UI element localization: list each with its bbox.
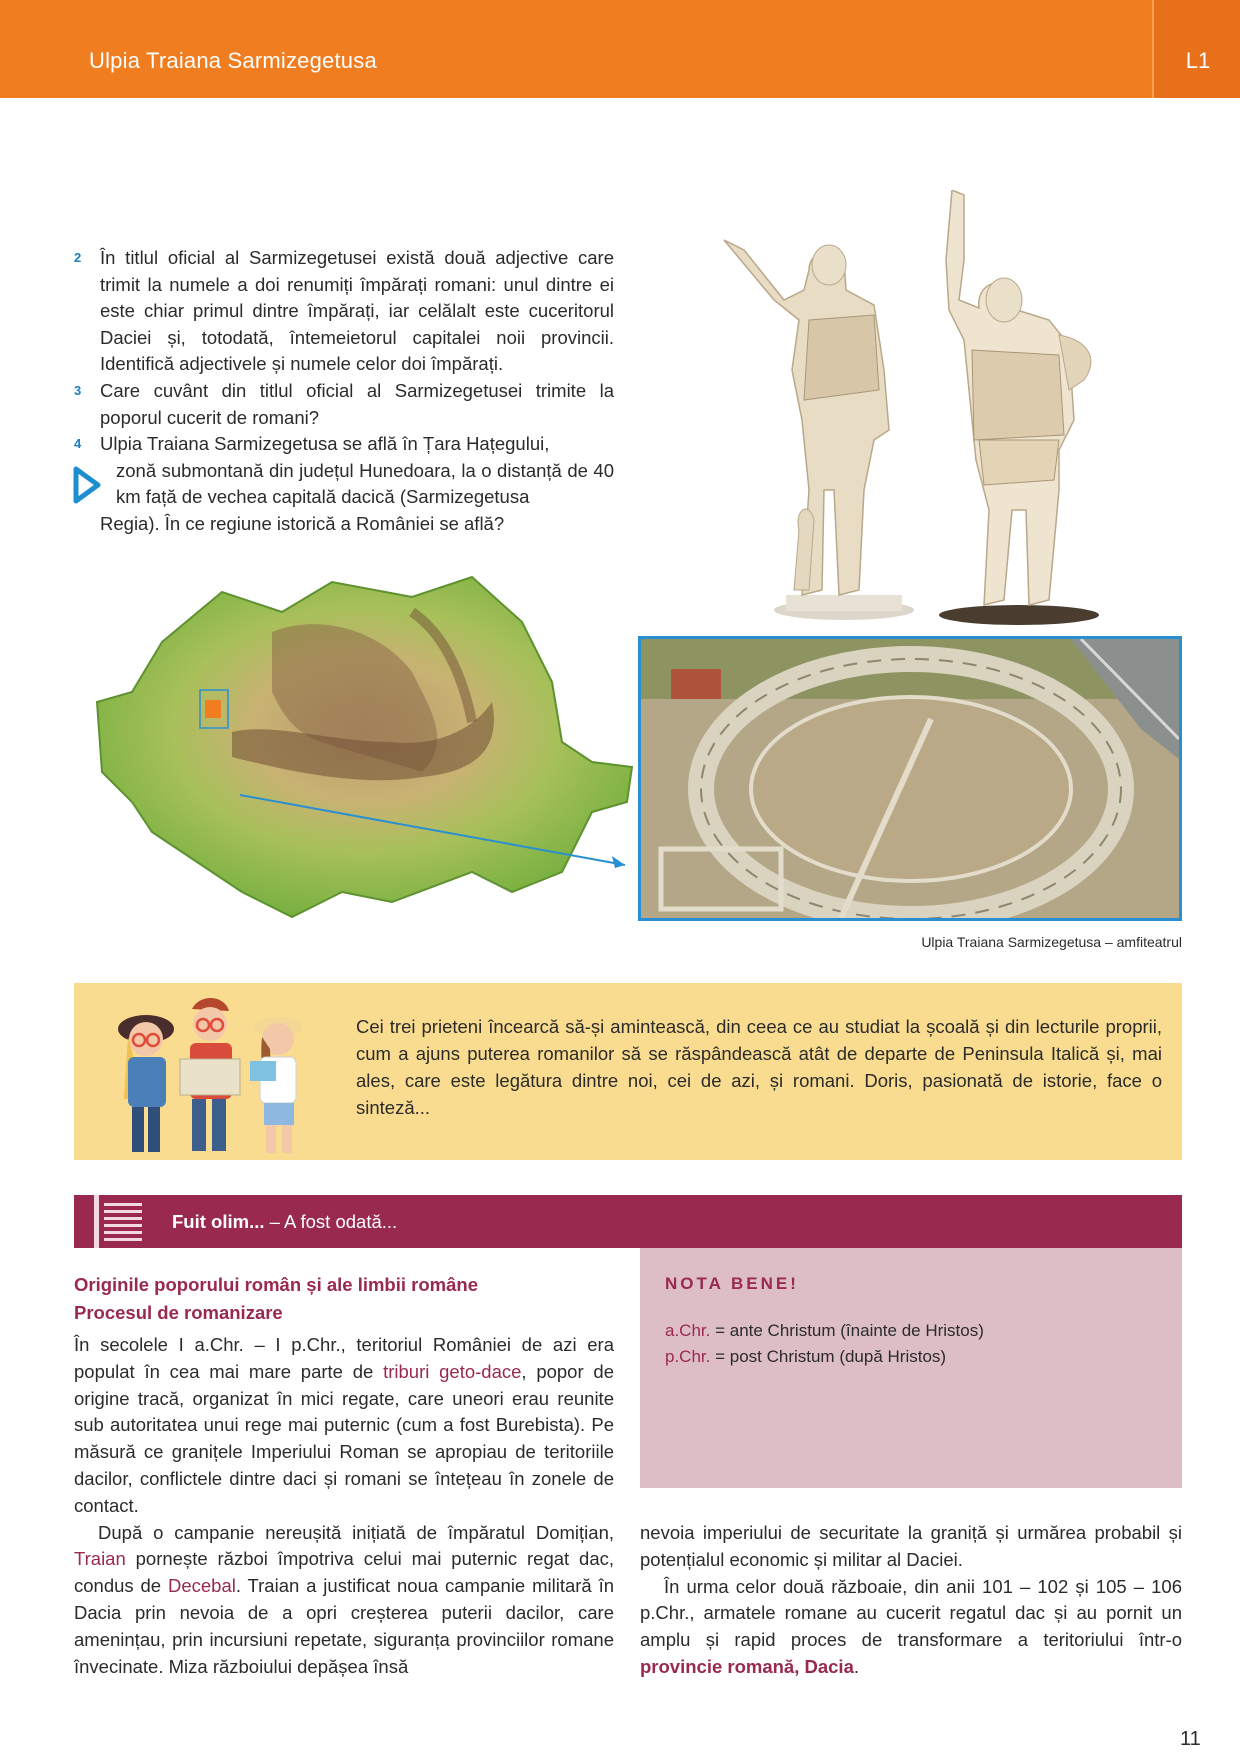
pointer-arrow — [240, 790, 640, 870]
article-subheading: Procesul de romanizare — [74, 1302, 283, 1323]
question-text-indented: zonă submontană din județul Hunedoara, la o distanță de 40 km față de vechea capitală dacică (Sarmizegetusa — [116, 459, 614, 507]
question-4 — [74, 431, 614, 537]
section-title-rest: – A fost odată... — [264, 1211, 398, 1232]
lesson-label: L1 — [1185, 48, 1211, 73]
amphitheatre-illustration — [641, 639, 1179, 918]
image-caption: Ulpia Traiana Sarmizegetusa – amfiteatrul — [921, 934, 1182, 950]
article-right-column — [640, 1520, 1182, 1681]
question-text: Care cuvânt din titlul oficial al Sarmizegetusei trimite la poporul cucerit de romani? — [100, 380, 614, 428]
nota-bene-heading: NOTA BENE! — [665, 1274, 799, 1293]
romania-relief-map — [92, 572, 634, 942]
question-2 — [74, 245, 614, 378]
text: În urma celor două războaie, din anii 101 – 102 și 105 – 106 p.Chr., armatele romane au cucerit regatul dac și au pornit un amplu și rapid proces de transformare a teritoriului într-o — [640, 1575, 1182, 1651]
lesson-tab — [1152, 0, 1240, 98]
header-title: Ulpia Traiana Sarmizegetusa — [89, 48, 377, 73]
paragraph-1 — [74, 1332, 614, 1520]
section-bar — [74, 1195, 1182, 1248]
amphitheatre-photo — [638, 636, 1182, 921]
text: . — [853, 1655, 860, 1677]
paragraph-4 — [640, 1574, 1182, 1681]
three-friends-illustration — [94, 989, 334, 1159]
text: După o campanie nereușită inițiată de împăratul Domițian, — [98, 1521, 614, 1543]
question-3 — [74, 378, 614, 431]
definition: = ante Christum (înainte de Hristos) — [710, 1321, 984, 1340]
keyword-decebal: Decebal — [167, 1575, 236, 1597]
page-number: 11 — [1180, 1728, 1201, 1750]
abbr: a.Chr. — [665, 1321, 711, 1340]
text: , popor de origine tracă, organizat în mici regate, care uneori erau reunite sub autoritatea unui rege mai puternic (cum a fost Burebista). Pe măsură ce granițele Imperiului Roman se apropiau de teritoriile dacilor, conflictele dintre daci și romani se întețeau în zonele de contact. — [74, 1360, 614, 1516]
text: În secolele I a.Chr. – I p.Chr., teritoriul României de azi era populat în cea mai mare parte de — [74, 1334, 614, 1382]
article-heading: Originile poporului român și ale limbii române — [74, 1274, 478, 1295]
page-header — [0, 0, 1240, 98]
friends-intro-text: Cei trei prieteni încearcă să-și amintească, din ceea ce au studiat la școală și din lecturile proprii, cum a ajuns puterea romanilor să se răspândească atât de departe de Peninsula Italică și, mai ales, care este legătura dintre noi, cei de azi, și romani. Doris, pasionată de istorie, face o sinteză... — [356, 1016, 1162, 1118]
friends-intro-box — [74, 983, 1182, 1160]
section-title — [172, 1211, 397, 1233]
definition: = post Christum (după Hristos) — [710, 1347, 947, 1366]
statues-image — [714, 190, 1114, 630]
question-number: 4 — [74, 436, 82, 451]
paragraph-3: nevoia imperiului de securitate la graniță și urmărea probabil și potențialul economic și militar al Daciei. — [640, 1522, 1182, 1570]
article-left-column — [74, 1332, 614, 1680]
keyword-triburi: triburi geto-dace — [383, 1360, 522, 1382]
question-text: Ulpia Traiana Sarmizegetusa se află în Țara Hațegului, — [100, 433, 550, 454]
keyword-provincie: provincie romană, Dacia — [640, 1655, 854, 1677]
question-number: 3 — [74, 383, 82, 398]
keyword-traian: Traian — [74, 1548, 126, 1570]
play-icon[interactable] — [72, 465, 102, 505]
text: pornește război împotriva celui mai puternic regat dac, condus de — [74, 1548, 614, 1597]
paragraph-2 — [74, 1520, 614, 1681]
nota-bene-item — [665, 1347, 946, 1367]
nota-bene-item — [665, 1321, 984, 1341]
question-text: În titlul oficial al Sarmizegetusei există două adjective care trimit la numele a doi renumiți împărați romani: unul dintre ei este chiar primul dintre împărați, iar celălalt este cuceritorul Daciei și, totodată, întemeietorul capitalei noii provincii. Identifică adjectivele și numele celor doi împărați. — [100, 247, 614, 374]
text: . Traian a justificat noua campanie militară în Dacia prin nevoia de a opri creșterea puterii dacilor, care amenințau, prin incursiuni repetate, siguranța provinciilor romane învecinate. Miza războiului depășea însă — [74, 1575, 614, 1677]
section-title-bold: Fuit olim... — [172, 1211, 265, 1232]
lines-icon — [74, 1195, 152, 1248]
list-icon — [74, 1195, 152, 1248]
question-text-end: Regia). În ce regiune istorică a României se află? — [100, 512, 505, 534]
question-number: 2 — [74, 250, 82, 265]
nota-bene-box — [640, 1248, 1182, 1488]
abbr: p.Chr. — [665, 1347, 711, 1366]
